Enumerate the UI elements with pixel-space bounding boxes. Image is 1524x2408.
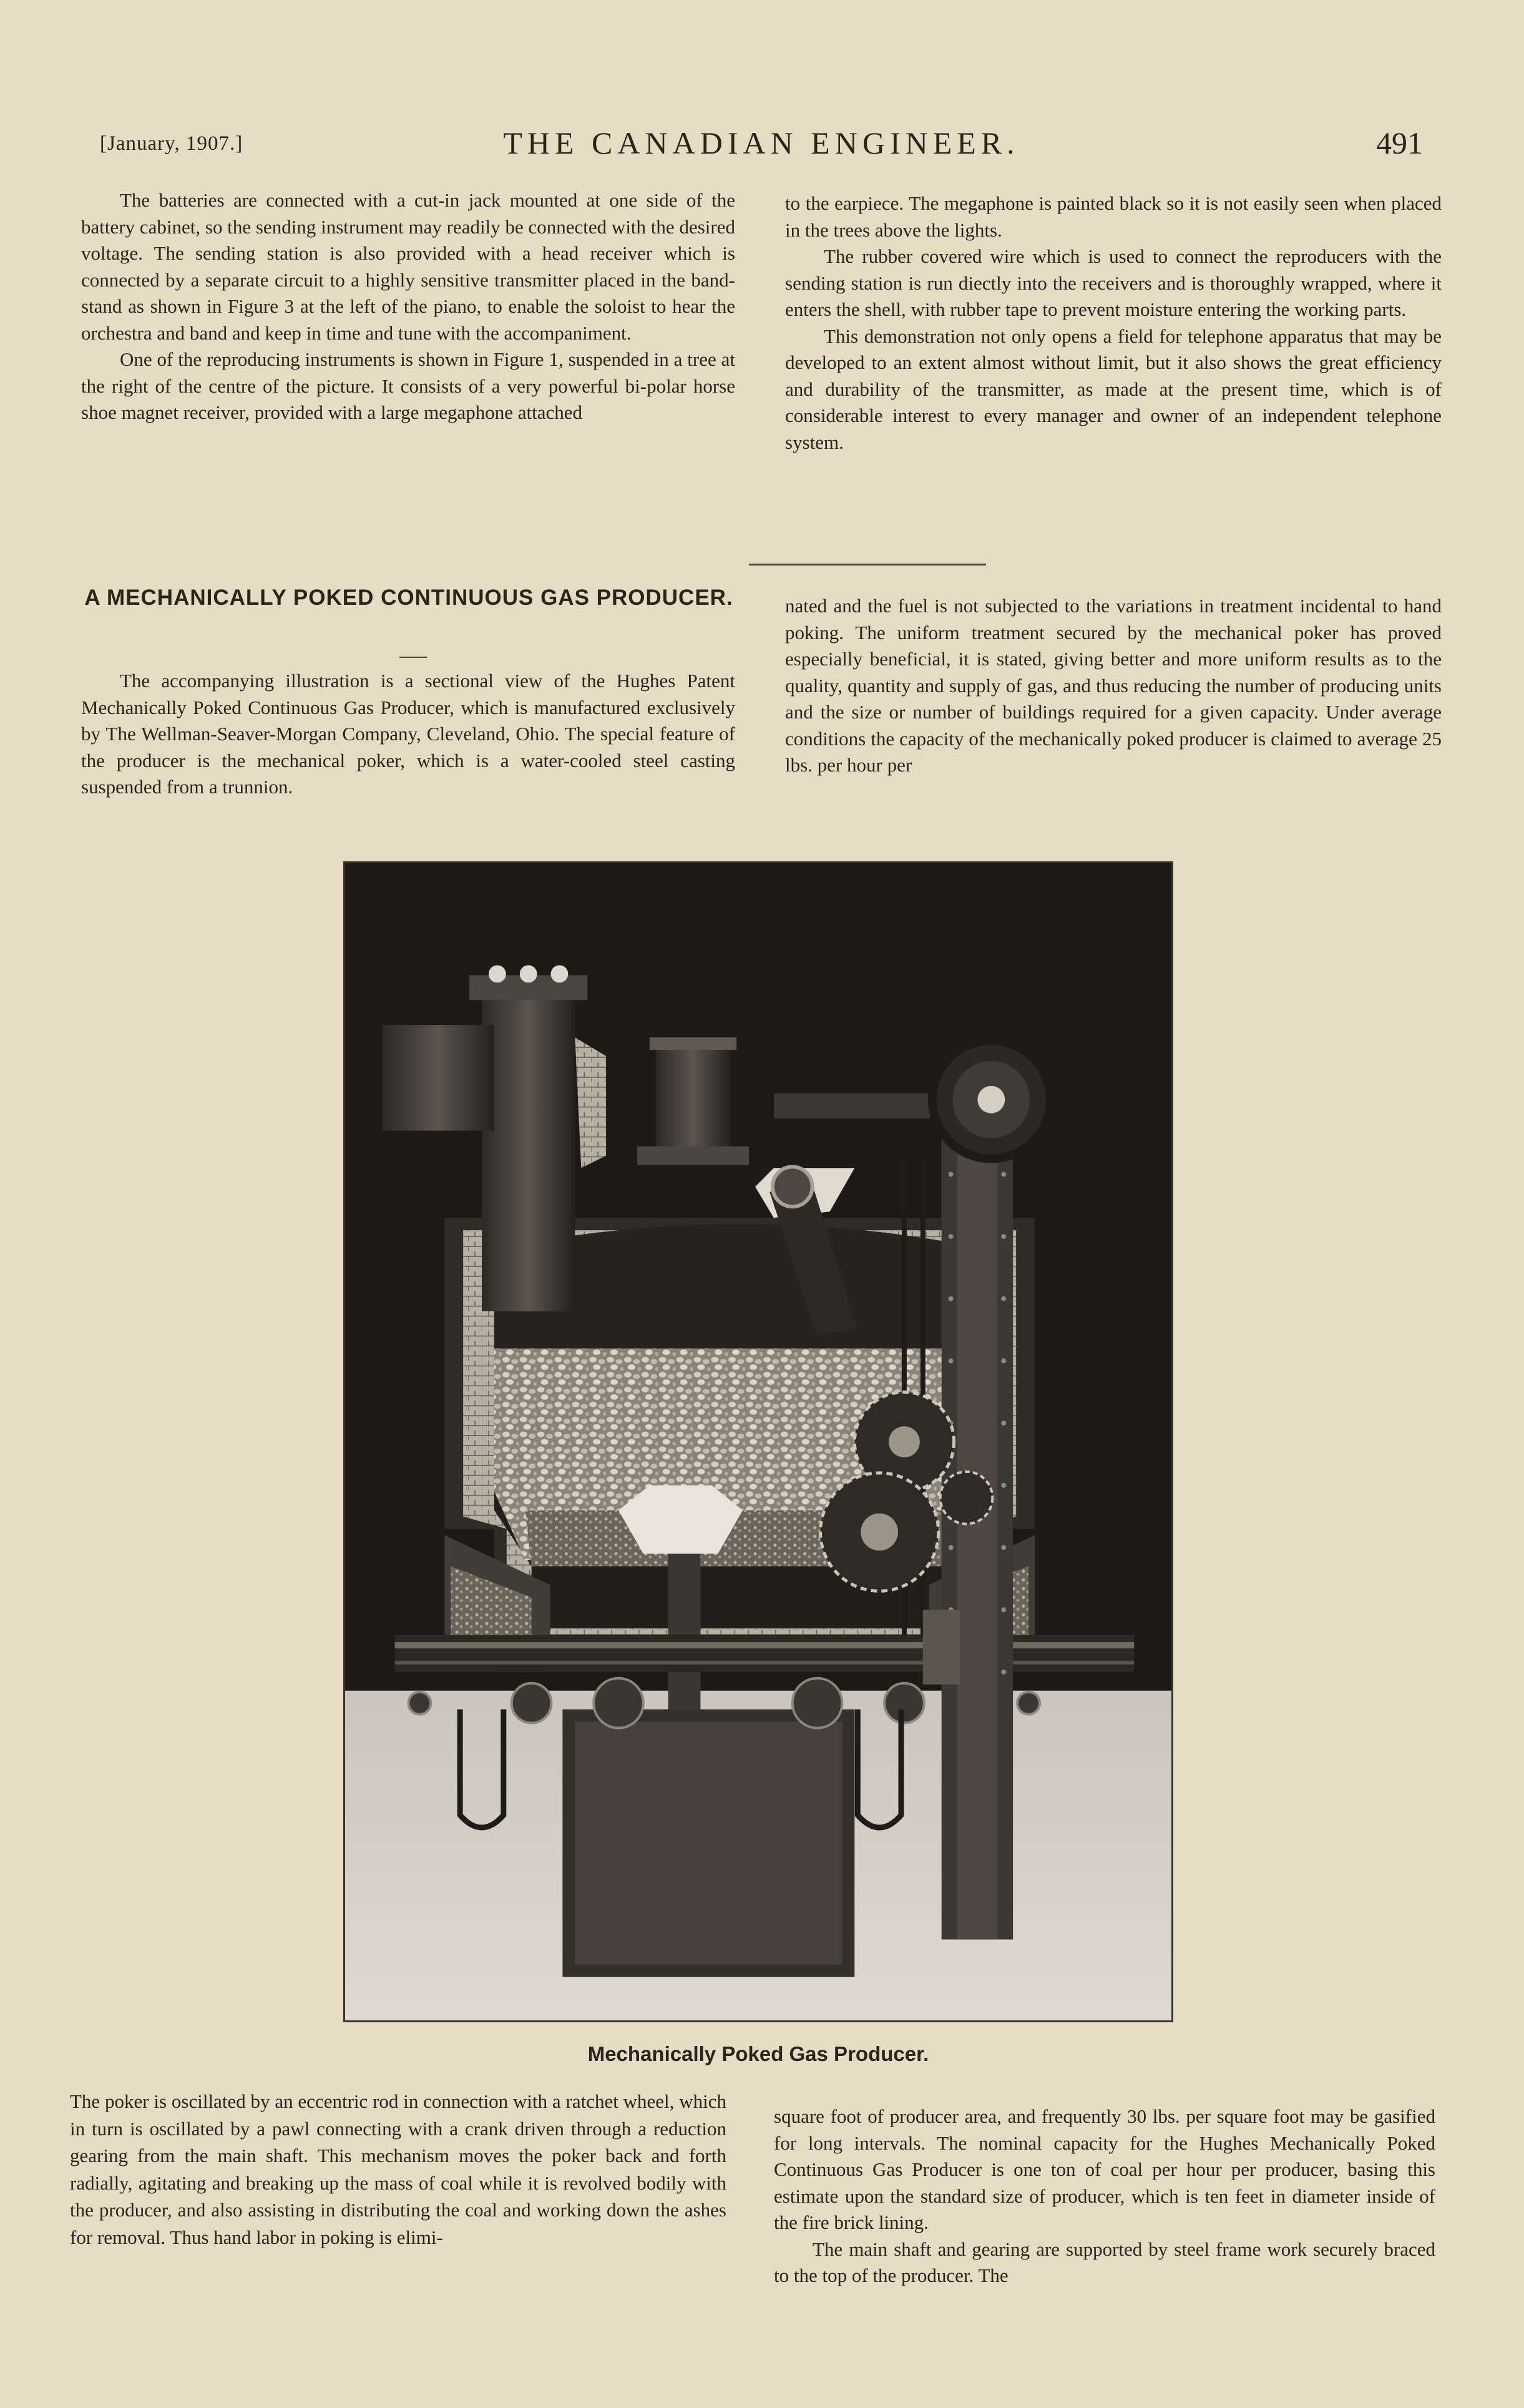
title-rule: [399, 657, 427, 658]
top-left-column: [81, 187, 735, 426]
figure-caption: Mechanically Poked Gas Producer.: [587, 2042, 929, 2065]
issue-date: [January, 1907.]: [100, 132, 243, 155]
paragraph: nated and the fuel is not subjected to the variations in treatment incidental to hand poking. The uniform treatment secured by the mechanical poker has proved especially beneficial, it is stated, giving better and more uniform results as to the quality, quantity and supply of gas, and thus reducing the number of producing units and the size or number of buildings required for a given capacity. Under average conditions the capacity of the mechanically poked producer is claimed to average 25 lbs. per hour per: [785, 595, 1442, 776]
paragraph: The rubber covered wire which is used to connect the reproducers with the sending station is run diectly into the receivers and is thoroughly wrapped, where it enters the shell, with rubber tape to prevent moisture entering the working parts.: [785, 245, 1442, 320]
journal-title: THE CANADIAN ENGINEER.: [503, 125, 1020, 160]
running-header: [100, 125, 1423, 169]
article-title: A MECHANICALLY POKED CONTINUOUS GAS PRODUCER.: [84, 585, 733, 610]
paragraph: The accompanying illustration is a sectional view of the Hughes Patent Mechanically Poked Continuous Gas Producer, which is manufactured exclusively by The Wellman-Seaver-Morgan Company, Cleveland, Ohio. The special feature of the producer is the mechanical poker, which is a water-cooled steel casting suspended from a trunnion.: [81, 670, 735, 798]
article-right-column: [785, 593, 1442, 779]
bottom-right-column: [774, 2103, 1435, 2289]
article-left-column: [81, 668, 735, 801]
paragraph: square foot of producer area, and frequently 30 lbs. per square foot may be gasified for long intervals. The nominal capacity for the Hughes Mechanically Poked Continuous Gas Producer is one ton of coal per hour per producer, basing this estimate upon the standard size of producer, which is ten feet in diameter inside of the fire brick lining.: [774, 2105, 1435, 2233]
paragraph: This demonstration not only opens a field for telephone apparatus that may be developed to an extent almost without limit, but it also shows the great efficiency and durability of the transmitter, as made at the present time, which is of considerable interest to every manager and owner of an independent telephone system.: [785, 325, 1442, 453]
gas-producer-illustration: [343, 861, 1173, 2022]
paragraph: The poker is oscillated by an eccentric rod in connection with a ratchet wheel, which in turn is oscillated by a pawl connecting with a crank driven through a reduction gearing from the main shaft. This mechanism moves the poker back and forth radially, agitating and breaking up the mass of coal while it is revolved bodily with the producer, and also assisting in distributing the coal and working down the ashes for removal. Thus hand labor in poking is elimi-: [70, 2090, 726, 2248]
bottom-left-column: [70, 2088, 726, 2251]
paragraph: One of the reproducing instruments is shown in Figure 1, suspended in a tree at the right of the centre of the picture. It consists of a very powerful bi-polar horse shoe magnet receiver, provided with a large megaphone attached: [81, 348, 735, 423]
page-number: 491: [1376, 125, 1423, 160]
paragraph: The main shaft and gearing are supported by steel frame work securely braced to the top of the producer. The: [774, 2238, 1435, 2286]
top-right-column: [785, 190, 1442, 456]
paragraph: to the earpiece. The megaphone is painted black so it is not easily seen when placed in the trees above the lights.: [785, 192, 1442, 241]
section-divider: [749, 564, 986, 565]
paragraph: The batteries are connected with a cut-in jack mounted at one side of the battery cabinet, so the sending instrument may readily be connected with the desired voltage. The sending station is also provided with a head receiver which is connected by a separate circuit to a highly sensitive transmitter placed in the band-stand as shown in Figure 3 at the left of the piano, to enable the soloist to hear the orchestra and band and keep in time and tune with the accompaniment.: [81, 189, 735, 344]
